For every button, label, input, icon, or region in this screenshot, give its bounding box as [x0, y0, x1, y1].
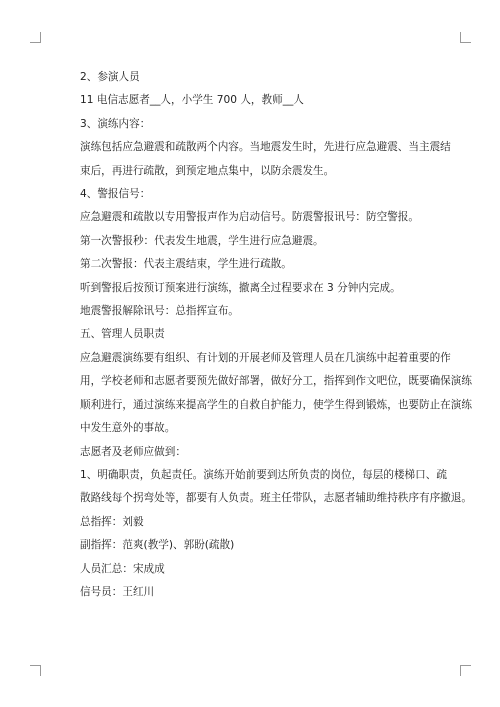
paragraph-participants: 11 电信志愿者__人，小学生 700 人，教师__人 [80, 94, 304, 107]
paragraph-responsibility-line: 散路线每个拐弯处等，都要有人负责。班主任带队，志愿者辅助维持秩序有序撤退。 [80, 492, 472, 505]
paragraph-responsibility-line: 1、明确职责，负起责任。演练开始前要到达所负责的岗位，每层的楼梯口、疏 [80, 468, 447, 481]
paragraph-content-line: 演练包括应急避震和疏散两个内容。当地震发生时，先进行应急避震、当主震结 [80, 141, 451, 154]
role-personnel-summary: 人员汇总：宋成成 [80, 562, 165, 575]
paragraph-volunteers: 志愿者及老师应做到： [80, 445, 186, 458]
paragraph-alarm: 第一次警报秒：代表发生地震，学生进行应急避震。 [80, 234, 324, 247]
paragraph-alarm: 地震警报解除讯号：总指挥宣布。 [80, 305, 239, 318]
corner-mark-bottom-right [460, 665, 471, 676]
paragraph-alarm: 应急避震和疏散以专用警报声作为启动信号。防震警报讯号：防空警报。 [80, 211, 419, 224]
section-heading-duties: 五、管理人员职责 [80, 328, 165, 341]
section-heading-alarm: 4、警报信号： [80, 188, 151, 201]
section-heading-participants: 2、参演人员 [80, 71, 140, 83]
paragraph-duties-line: 顺利进行，通过演练来提高学生的自救自护能力，使学生得到锻炼，也要防止在演练 [80, 398, 472, 411]
paragraph-alarm: 听到警报后按预订预案进行演练，撤离全过程要求在 3 分钟内完成。 [80, 281, 401, 294]
corner-mark-top-right [460, 32, 471, 43]
paragraph-duties-line: 中发生意外的事故。 [80, 422, 176, 435]
paragraph-alarm: 第二次警报：代表主震结束，学生进行疏散。 [80, 258, 292, 271]
role-signal-officer: 信号员：王红川 [80, 585, 155, 598]
paragraph-duties-line: 用，学校老师和志愿者要预先做好部署，做好分工，指挥到作文吧位，既要确保演练 [80, 375, 472, 388]
paragraph-content-line: 束后，再进行疏散，到预定地点集中，以防余震发生。 [80, 164, 335, 177]
paragraph-duties-line: 应急避震演练要有组织、有计划的开展老师及管理人员在几演练中起着重要的作 [80, 351, 451, 364]
role-deputy-commander: 副指挥：范爽(教学)、郭盼(疏散) [80, 539, 235, 552]
section-heading-content: 3、演练内容： [80, 117, 151, 130]
corner-mark-top-left [30, 32, 41, 43]
role-commander: 总指挥：刘毅 [80, 515, 144, 528]
document-body [80, 66, 472, 604]
corner-mark-bottom-left [30, 665, 41, 676]
